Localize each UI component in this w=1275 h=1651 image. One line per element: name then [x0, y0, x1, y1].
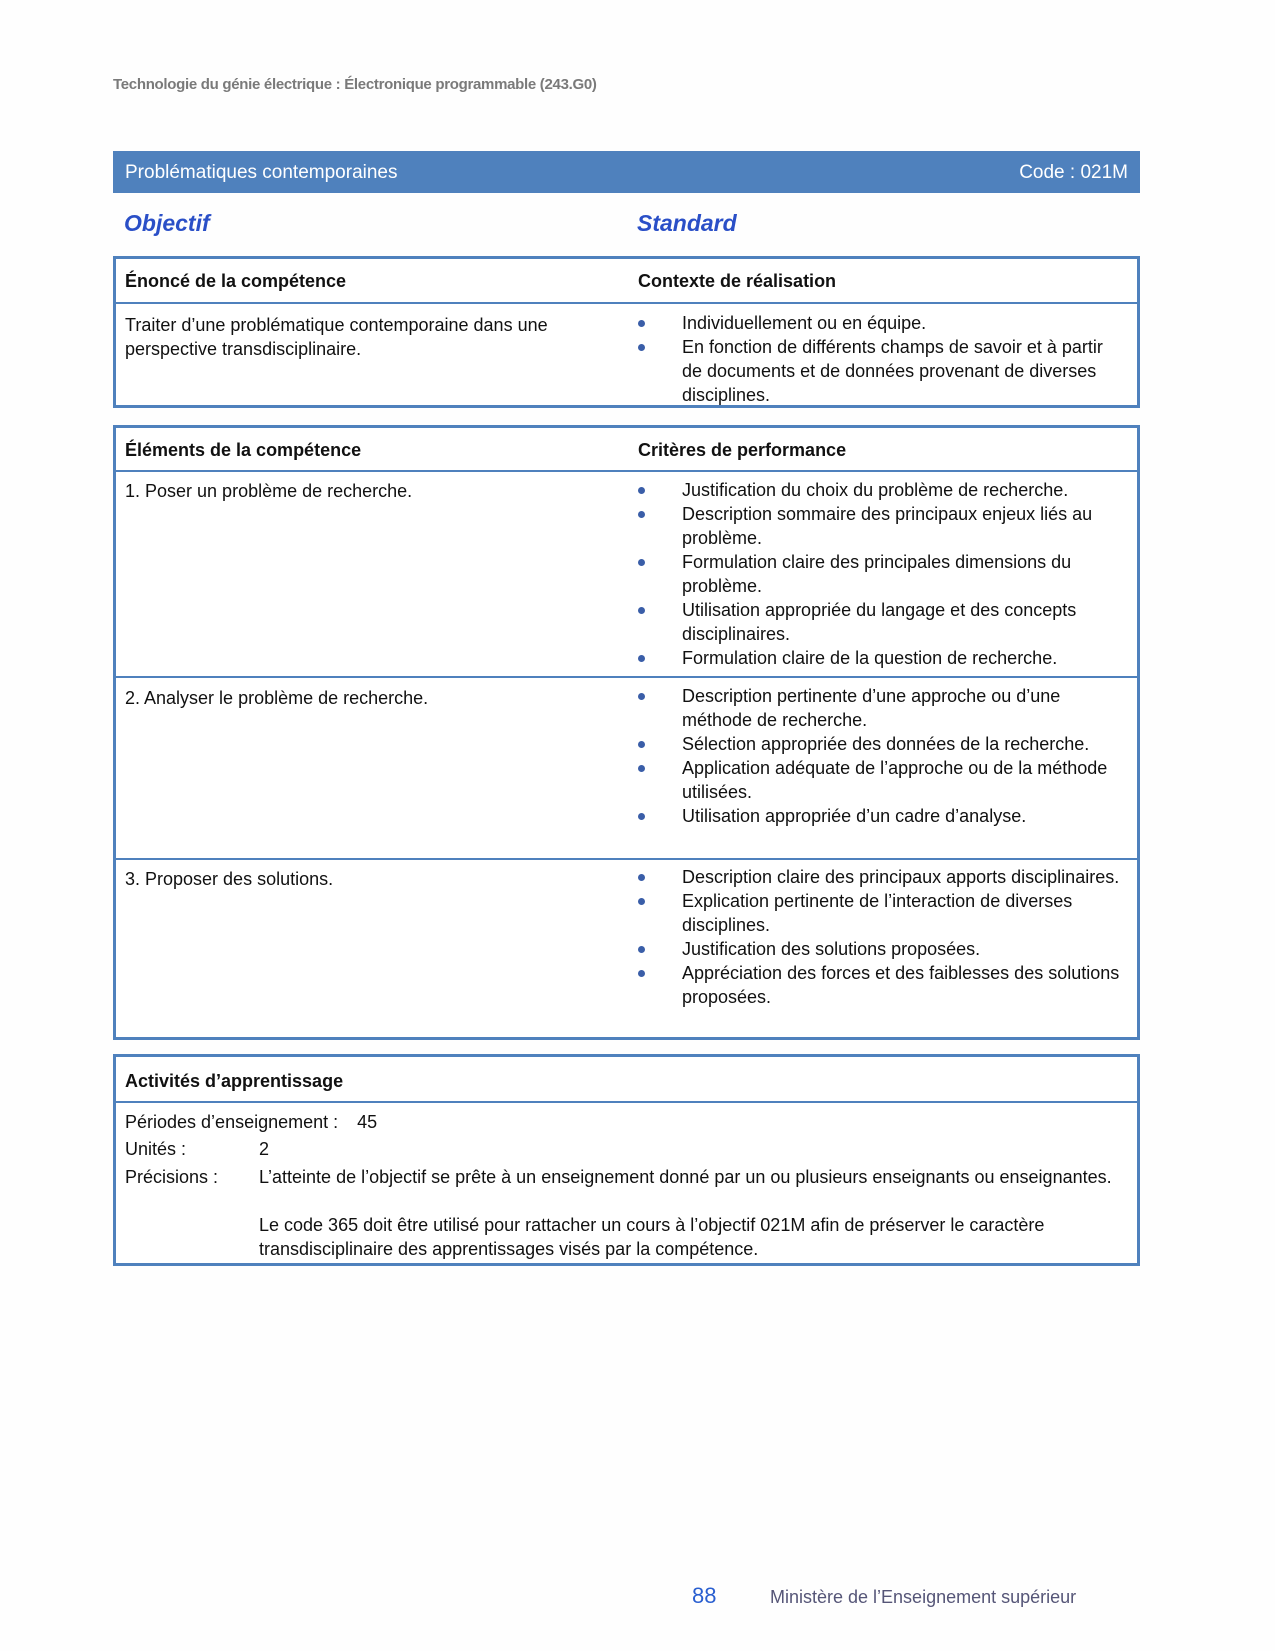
element-1: 1. Poser un problème de recherche.	[125, 481, 413, 501]
bullet-icon	[638, 607, 645, 614]
criteres-header: Critères de performance	[638, 440, 847, 460]
elements-header: Éléments de la compétence	[125, 440, 362, 460]
bullet-icon	[638, 655, 645, 662]
critere-item: Explication pertinente de l’interaction de diverses disciplines.	[638, 889, 1128, 937]
enonce-header-row	[116, 259, 1137, 304]
criteres-list-1	[638, 478, 1128, 670]
critere-item: Utilisation appropriée du langage et des concepts disciplinaires.	[638, 598, 1128, 646]
precisions-text-2: Le code 365 doit être utilisé pour rattacher un cours à l’objectif 021M afin de préserver le caractère transdisciplinaire des apprentissages visés par la compétence.	[259, 1215, 1045, 1259]
activites-box	[113, 1054, 1140, 1266]
bullet-icon	[638, 693, 645, 700]
title-bar	[113, 151, 1140, 193]
running-head: Technologie du génie électrique : Électronique programmable (243.G0)	[113, 76, 597, 93]
precisions-label: Précisions :	[125, 1167, 219, 1187]
unites-label: Unités :	[125, 1139, 187, 1159]
criteres-list-3	[638, 865, 1128, 1009]
critere-item: Sélection appropriée des données de la recherche.	[638, 732, 1128, 756]
contexte-header: Contexte de réalisation	[638, 271, 837, 291]
periodes-value: 45	[357, 1112, 378, 1132]
critere-item: Description sommaire des principaux enjeux liés au problème.	[638, 502, 1128, 550]
element-2: 2. Analyser le problème de recherche.	[125, 688, 429, 708]
competency-code: Code : 021M	[1019, 162, 1128, 183]
enonce-box	[113, 256, 1140, 408]
bullet-icon	[638, 813, 645, 820]
critere-item: Application adéquate de l’approche ou de la méthode utilisées.	[638, 756, 1128, 804]
elements-header-row	[116, 428, 1137, 472]
unites-value: 2	[259, 1139, 270, 1159]
bullet-icon	[638, 970, 645, 977]
elements-box	[113, 425, 1140, 1040]
bullet-icon	[638, 765, 645, 772]
activites-header: Activités d’apprentissage	[125, 1071, 344, 1091]
row-divider	[116, 676, 1137, 678]
element-3: 3. Proposer des solutions.	[125, 869, 334, 889]
contexte-list	[638, 311, 1118, 407]
page-number: 88	[692, 1583, 717, 1608]
enonce-text: Traiter d’une problématique contemporaine dans une perspective transdisciplinaire.	[125, 315, 548, 359]
bullet-icon	[638, 946, 645, 953]
contexte-item: Individuellement ou en équipe.	[638, 311, 1118, 335]
periodes-label: Périodes d’enseignement :	[125, 1112, 339, 1132]
footer-publisher: Ministère de l’Enseignement supérieur	[770, 1587, 1077, 1607]
critere-item: Justification du choix du problème de recherche.	[638, 478, 1128, 502]
row-divider	[116, 858, 1137, 860]
bullet-icon	[638, 559, 645, 566]
bullet-icon	[638, 320, 645, 327]
critere-item: Description pertinente d’une approche ou d’une méthode de recherche.	[638, 684, 1128, 732]
critere-item: Description claire des principaux apports disciplinaires.	[638, 865, 1128, 889]
critere-item: Formulation claire de la question de recherche.	[638, 646, 1128, 670]
enonce-header: Énoncé de la compétence	[125, 271, 347, 291]
periodes-row	[125, 1110, 377, 1134]
bullet-icon	[638, 344, 645, 351]
bullet-icon	[638, 511, 645, 518]
criteres-list-2	[638, 684, 1128, 828]
unites-row	[125, 1137, 269, 1161]
bullet-icon	[638, 898, 645, 905]
critere-item: Justification des solutions proposées.	[638, 937, 1128, 961]
competency-title: Problématiques contemporaines	[125, 162, 398, 183]
critere-item: Appréciation des forces et des faiblesses des solutions proposées.	[638, 961, 1128, 1009]
contexte-item: En fonction de différents champs de savoir et à partir de documents et de données provenant de diverses disciplines.	[638, 335, 1118, 407]
critere-item: Formulation claire des principales dimensions du problème.	[638, 550, 1128, 598]
activites-header-row	[116, 1057, 1137, 1103]
objectif-label: Objectif	[124, 210, 210, 236]
standard-label: Standard	[637, 210, 737, 236]
bullet-icon	[638, 874, 645, 881]
precisions-text-1: L’atteinte de l’objectif se prête à un enseignement donné par un ou plusieurs enseignants ou enseignantes.	[259, 1167, 1112, 1187]
bullet-icon	[638, 741, 645, 748]
critere-item: Utilisation appropriée d’un cadre d’analyse.	[638, 804, 1128, 828]
bullet-icon	[638, 487, 645, 494]
